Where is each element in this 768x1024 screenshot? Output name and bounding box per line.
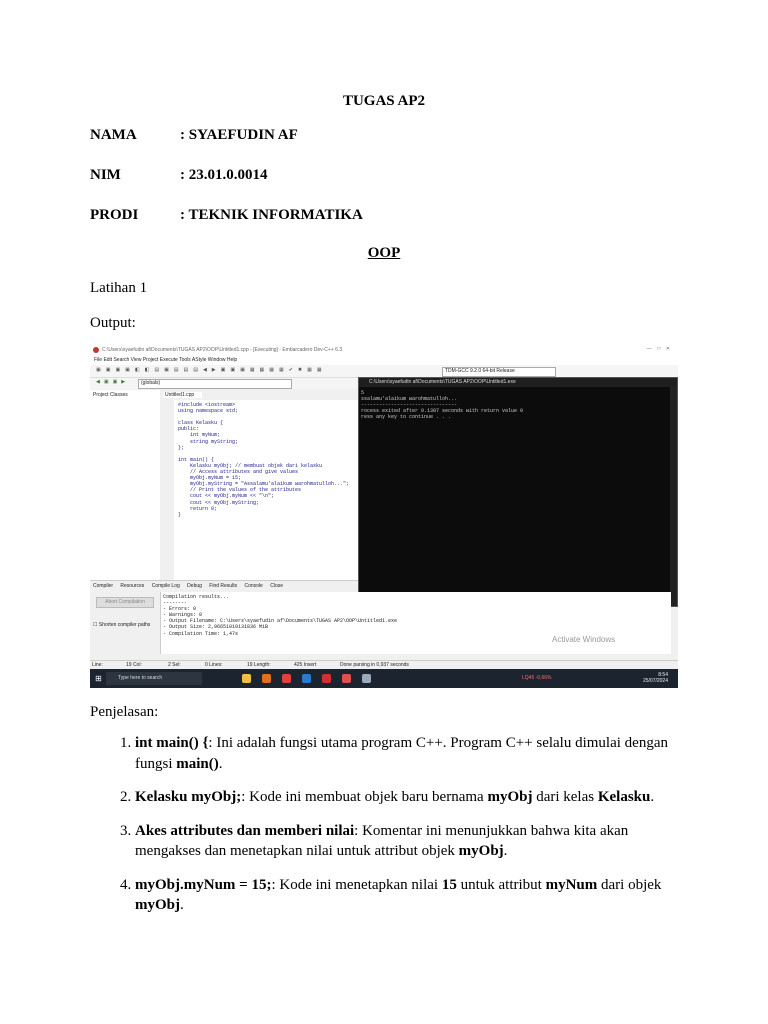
devcpp-logo-icon: [93, 347, 99, 353]
status-sel: 2 Sel:: [168, 662, 181, 668]
editor-tab: Untitled1.cpp: [163, 392, 202, 398]
output-screenshot: [90, 344, 678, 688]
status-lines: 0 Lines:: [205, 662, 223, 668]
code-term: myObj: [487, 789, 533, 805]
item-text: dari objek: [597, 876, 662, 893]
list-item: [135, 733, 680, 774]
code-term: myObj.myNum = 15;: [135, 876, 272, 893]
document-title: TUGAS AP2: [342, 93, 426, 109]
app-icon: [322, 674, 331, 683]
taskbar-clock: [643, 672, 668, 684]
code-term: myNum: [545, 876, 598, 893]
status-length: 19 Length:: [247, 662, 271, 668]
status-parsing: Done parsing in 0,937 seconds: [340, 662, 409, 668]
code-term: 15: [441, 876, 457, 893]
ide-toolbar-secondary: [90, 378, 360, 389]
ide-titlebar: [90, 344, 678, 356]
clock-time: 8:54: [658, 672, 668, 678]
nim-value: : 23.01.0.0014: [180, 167, 268, 183]
item-text: .: [650, 789, 655, 805]
status-col: 19 Col:: [126, 662, 142, 668]
nama-row: [90, 127, 298, 144]
nav-icons: ◀▣▣▶: [96, 379, 130, 385]
source-code: #include <iostream> using namespace std; class Kelasku { public: int myNum; string myString; }; int main() { Kelasku myObj; // membuat objek dari kelasku // Access attributes and give values myObj.myNum = 15; myObj.myString = "Assalamu'alaikum warohmatulloh..."; // Print the values of the attributes cout << myObj.myNum << "\n"; cout << myObj.myString; return 0; }: [178, 402, 350, 518]
tab-close: Close: [270, 583, 284, 589]
ide-menubar: [90, 356, 678, 365]
nim-label: NIM: [90, 167, 121, 183]
item-text: .: [180, 897, 184, 913]
tab-compiler: Compiler: [93, 583, 114, 589]
compiler-select: TDM-GCC 9.2.0 64-bit Release: [442, 367, 556, 377]
console-scrollbar: [670, 387, 677, 606]
code-term: main(): [176, 755, 219, 772]
abort-compilation-button: Abort Compilation: [96, 597, 154, 608]
item-text: dari kelas: [532, 789, 598, 805]
explanation-list: [90, 733, 680, 929]
item-text: : Kode ini menetapkan nilai: [271, 876, 442, 893]
nama-label: NAMA: [90, 127, 137, 143]
code-term: int main() {: [135, 735, 209, 751]
editor-tabbar: [160, 390, 360, 400]
item-text: : Komentar ini menunjukkan bahwa kita akan mengakses dan menetapkan nilai untuk attribut objek: [135, 822, 629, 859]
taskbar-search-text: Type here to search: [118, 675, 163, 681]
window-controls-icon: — □ ✕: [646, 346, 670, 352]
compile-log-text: Compilation results... -------- - Errors: 0 - Warnings: 0 - Output Filename: C:\Users\syaefudin af\Documents\TUGAS AP2\OOP\Untitled1.exe - Output Size: 2,96651010131836 MiB - Compilation Time: 1,47s: [163, 594, 398, 637]
windows-start-icon: ⊞: [95, 674, 102, 683]
tab-compile-log: Compile Log: [151, 583, 180, 589]
compile-log: [160, 592, 671, 654]
prodi-label: PRODI: [90, 207, 139, 223]
code-term: myObj: [458, 843, 504, 859]
output-label: Output:: [90, 315, 136, 331]
console-title: C:\Users\syaefudin af\Documents\TUGAS AP2\OOP\Untitled1.exe: [359, 378, 677, 387]
item-text: .: [503, 843, 508, 859]
ide-menu-items: File Edit Search View Project Execute Tools AStyle Window Help: [94, 357, 238, 363]
app-icon: [362, 674, 371, 683]
stock-ticker: LQ45 -0,66%: [522, 675, 552, 681]
code-term: Kelasku: [597, 789, 651, 805]
list-item: [135, 787, 680, 808]
clock-date: 25/07/2024: [642, 678, 668, 684]
app-icon: [242, 674, 251, 683]
activate-windows-watermark: Activate Windows: [552, 635, 616, 644]
item-text: .: [218, 755, 223, 772]
prodi-value: : TEKNIK INFORMATIKA: [180, 207, 363, 223]
section-heading: OOP: [367, 245, 401, 261]
nama-value: : SYAEFUDIN AF: [180, 127, 298, 143]
windows-taskbar: [90, 669, 678, 688]
console-output: 5 ssalamu'alaikum warohmatulloh... -------------------------------- rocess exited after 0.1307 seconds with return value 0 ress any key to continue . . .: [361, 390, 524, 420]
latihan-label: Latihan 1: [90, 280, 148, 296]
code-term: myObj: [135, 897, 180, 913]
tab-find-results: Find Results: [209, 583, 238, 589]
shorten-paths-label: Shorten compiler paths: [98, 622, 151, 628]
code-term: Kelasku myObj;: [135, 789, 242, 805]
nim-row: [90, 167, 268, 184]
compile-side-panel: [90, 592, 160, 654]
app-icon: [302, 674, 311, 683]
taskbar-search: [106, 672, 202, 685]
toolbar-icons: ▣▣▣▣◧◧▤▣▤▤▤◀▶▣▣▣▦▦▦▦✔✖▦▦: [96, 367, 327, 373]
penjelasan-label: Penjelasan:: [90, 704, 159, 720]
app-icon: [342, 674, 351, 683]
code-term: Akes attributes dan memberi nilai: [135, 822, 355, 839]
project-tabs: Project Classes: [93, 392, 128, 398]
list-item: [135, 875, 680, 916]
prodi-row: [90, 207, 363, 224]
app-icon: [262, 674, 271, 683]
tab-resources: Resources: [120, 583, 145, 589]
status-line: Line:: [92, 662, 103, 668]
list-item: [135, 821, 680, 862]
item-text: : Ini adalah fungsi utama program C++. Program C++ selalu dimulai dengan fungsi: [135, 735, 668, 772]
ide-window-title: C:\Users\syaefudin af\Documents\TUGAS AP2\OOP\Untitled1.cpp - [Executing] - Embarcadero Dev-C++ 6.3: [102, 347, 343, 353]
item-text: : Kode ini membuat objek baru bernama: [241, 789, 488, 805]
globals-select: (globals): [138, 379, 292, 389]
tab-console: Console: [244, 583, 263, 589]
status-insert: 425 Insert: [294, 662, 317, 668]
app-icon: [282, 674, 291, 683]
item-text: untuk attribut: [456, 876, 546, 893]
tab-debug: Debug: [187, 583, 202, 589]
console-window: [358, 377, 678, 607]
shorten-paths-checkbox: ☐ Shorten compiler paths: [93, 622, 151, 628]
bottom-tabs: [90, 580, 358, 592]
